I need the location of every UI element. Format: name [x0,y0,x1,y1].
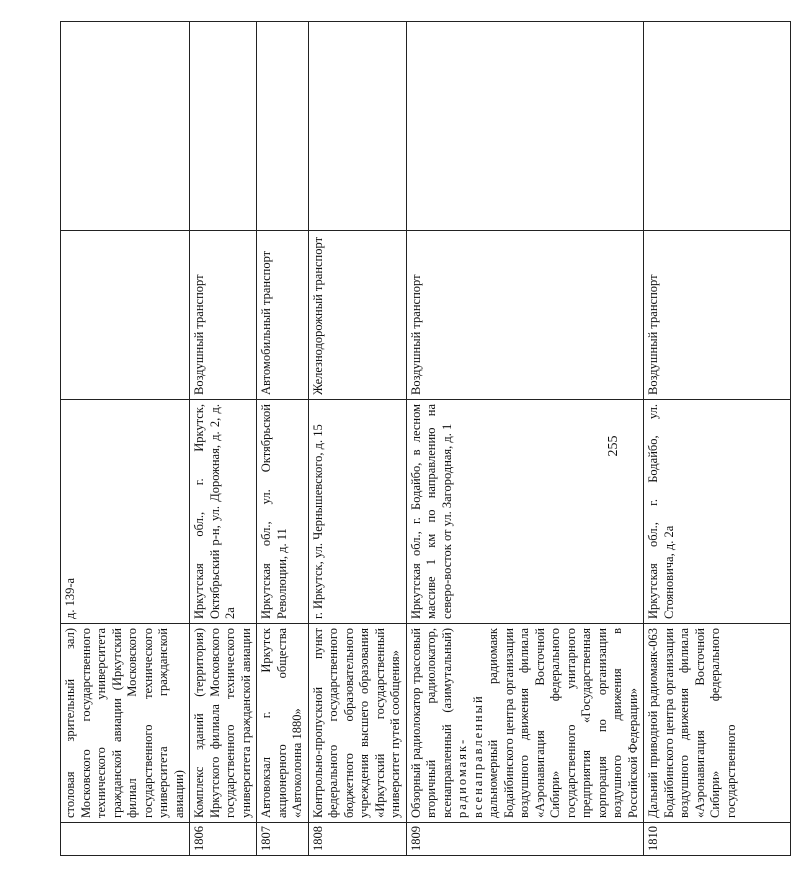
object-name [406,624,644,823]
empty-cell [308,22,406,231]
object-address: Иркутская обл., г. Бодайбо, ул. Стояновича, д. 2а [644,400,791,624]
object-address: д. 139-а [61,400,190,624]
transport-type: Воздушный транспорт [644,231,791,400]
object-address: Иркутская обл., г. Иркутск, Октябрьский р-н, ул. Дорожная, д. 2, д. 2а [190,400,257,624]
row-number: 1809 [406,823,644,856]
table-row [644,22,791,856]
row-number: 1810 [644,823,791,856]
object-address: Иркутская обл., г. Бодайбо, в лесном массиве 1 км по направлению на северо-восток от ул. Загородная, д. 1 [406,400,644,624]
object-name-part: дальномерный радиомаяк Бодайбинского центра организации воздушного движения филиала «Аэронавигация Восточной Сибири» федерального государственного унитарного предприятия «Государственная корпорация по организации воздушного движения в Российской Федерации» [486,628,640,818]
row-number [61,823,190,856]
transport-type [61,231,190,400]
object-name: Комплекс зданий (территория) Иркутского филиала Московского государственного технического университета гражданской авиации [190,624,257,823]
transport-type: Автомобильный транспорт [257,231,309,400]
transport-type: Железнодорожный транспорт [308,231,406,400]
object-address: Иркутская обл., ул. Октябрьской Революции, д. 11 [257,400,309,624]
table-row [61,22,190,856]
object-name-spaced: радиомаяк-всенаправленный [455,694,485,818]
object-name: Автовокзал г. Иркутск акционерного общества «Автоколонна 1880» [257,624,309,823]
registry-table [60,21,791,856]
object-address: г. Иркутск, ул. Чернышевского, д. 15 [308,400,406,624]
table-row [308,22,406,856]
object-name: столовая зрительный зал) Московского государственного технического университета гражданской авиации (Иркутский филиал Московского государственного технического университета гражданской авиации) [61,624,190,823]
row-number: 1806 [190,823,257,856]
transport-type: Воздушный транспорт [406,231,644,400]
table-row [190,22,257,856]
object-name: Контрольно-пропускной пункт федерального государственного бюджетного образовательного учреждения высшего образования «Иркутский государственный университет путей сообщения» [308,624,406,823]
row-number: 1808 [308,823,406,856]
transport-type: Воздушный транспорт [190,231,257,400]
table-row [257,22,309,856]
object-name-part: Обзорный радиолокатор трассовый вторичный радиолокатор, всенаправленный (азимутальный) [408,628,454,818]
empty-cell [190,22,257,231]
row-number: 1807 [257,823,309,856]
empty-cell [61,22,190,231]
page-number: 255 [606,435,621,457]
empty-cell [406,22,644,231]
object-name: Дальний приводной радиомаяк-063 Бодайбинского центра организации воздушного движения филиала «Аэронавигация Восточной Сибири» федерального государственного [644,624,791,823]
empty-cell [257,22,309,231]
empty-cell [644,22,791,231]
table-row [406,22,644,856]
